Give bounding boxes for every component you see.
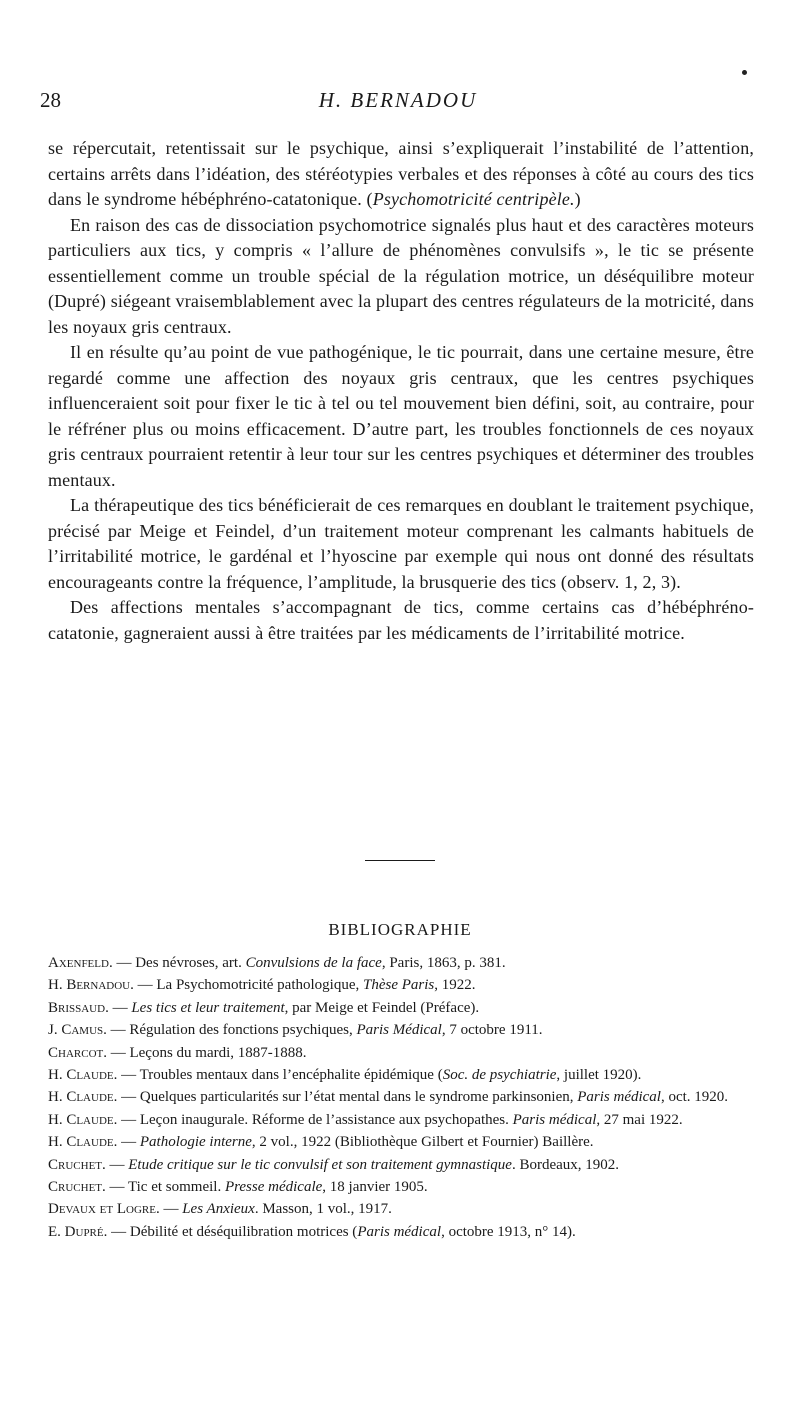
bib-text: , 1922. <box>434 977 476 994</box>
bib-entry <box>48 997 754 1019</box>
bib-text: — <box>117 1134 140 1151</box>
bib-text: , 2 vol., 1922 (Bibliothèque Gilbert et Fournier) Baillère. <box>251 1134 594 1151</box>
bib-author: J. Camus. <box>48 1022 107 1039</box>
bib-entry <box>48 1154 754 1176</box>
bib-text: — Régulation des fonctions psychiques, <box>106 1022 357 1039</box>
bib-entry <box>48 1019 754 1041</box>
bib-text: , 7 octobre 1911. <box>441 1022 543 1039</box>
bib-author: E. Dupré. <box>48 1223 108 1240</box>
bib-entry <box>48 1086 754 1108</box>
body-text <box>48 136 754 646</box>
bib-title: Soc. de psychiatrie <box>442 1067 557 1084</box>
bib-author: H. Claude. <box>48 1067 118 1084</box>
bib-text: , oct. 1920. <box>660 1089 729 1106</box>
bib-text: , Paris, 1863, p. 381. <box>381 955 506 971</box>
bib-text: — <box>159 1201 183 1218</box>
paragraph-1-close: ) <box>574 189 581 209</box>
bib-title: Pathologie interne <box>139 1134 252 1151</box>
ink-speck <box>742 70 747 75</box>
section-rule <box>365 860 435 861</box>
bib-text: — Tic et sommeil. <box>105 1179 225 1196</box>
bib-entry <box>48 974 754 996</box>
bib-text: , octobre 1913, n° 14). <box>441 1223 576 1240</box>
bib-title: Les tics et leur traitement <box>131 999 285 1016</box>
paragraph-2: En raison des cas de dissociation psychomotrice signalés plus haut et des caractères moteurs particuliers aux tics, y compris « l’allure de phénomènes convulsifs », le tic se présente essentiellement comme un trouble spécial de la régulation motrice, un déséquilibre moteur (Dupré) siégeant vraisemblablement avec la plupart des centres régulateurs de la motricité, dans les noyaux gris centraux. <box>48 214 754 337</box>
bib-author: Devaux et Logre. <box>48 1201 160 1218</box>
paragraph-1-italic: Psychomotricité centripèle. <box>372 189 575 209</box>
bib-title: Presse médicale <box>224 1179 323 1196</box>
bib-title: Etude critique sur le tic convulsif et son traitement gymnastique <box>128 1156 512 1173</box>
bib-text: , juillet 1920). <box>556 1067 642 1084</box>
bib-title: Paris médical <box>577 1089 661 1106</box>
bib-entry <box>48 1109 754 1131</box>
bib-author: Cruchet. <box>48 1156 106 1173</box>
bib-text: . Bordeaux, 1902. <box>511 1156 620 1173</box>
bib-text: — La Psychomotricité pathologique, <box>133 977 363 994</box>
paragraph-1 <box>48 136 754 213</box>
bib-author: H. Bernadou. <box>48 977 134 994</box>
bib-title: Paris Médical <box>356 1022 442 1039</box>
bib-author: Axenfeld. <box>48 955 113 971</box>
bib-text: — <box>108 999 132 1016</box>
bib-title: Les Anxieux <box>182 1201 255 1218</box>
bib-text: . Masson, 1 vol., 1917. <box>254 1201 392 1218</box>
bib-author: H. Claude. <box>48 1089 118 1106</box>
bib-author: Charcot. <box>48 1044 107 1061</box>
bibliography-title: BIBLIOGRAPHIE <box>328 920 472 939</box>
paragraph-4: La thérapeutique des tics bénéficierait de ces remarques en doublant le traitement psychique, précisé par Meige et Feindel, d’un traitement moteur comprenant les calmants habituels de l’irritabilité motrice, le gardénal et l’hyoscine par exemple qui nous ont donné des résultats encourageants contre la fréquence, l’amplitude, la brusquerie des tics (observ. 1, 2, 3). <box>48 495 754 592</box>
bib-text: — Des névroses, art. <box>112 955 246 971</box>
bib-text: — Quelques particularités sur l’état mental dans le syndrome parkinsonien, <box>117 1089 578 1106</box>
bib-entry <box>48 952 754 974</box>
bib-author: Brissaud. <box>48 999 109 1016</box>
bib-text: — Débilité et déséquilibration motrices ( <box>107 1223 358 1240</box>
bib-author: H. Claude. <box>48 1111 118 1128</box>
bibliography-list <box>48 952 754 1243</box>
bib-title: Thèse Paris <box>363 977 435 994</box>
bib-author: Cruchet. <box>48 1179 106 1196</box>
bib-entry <box>48 1131 754 1153</box>
paragraph-3: Il en résulte qu’au point de vue pathogénique, le tic pourrait, dans une certaine mesure, être regardé comme une affection des noyaux gris centraux, que les centres psychiques influenceraient soit pour fixer le tic à tel ou tel mouvement bien défini, soit, au contraire, pour le réfréner plus ou moins efficacement. D’autre part, les troubles fonctionnels de ces noyaux gris centraux pourraient retentir à leur tour sur les centres psychiques et déterminer des troubles mentaux. <box>48 342 754 490</box>
bib-entry <box>48 1042 754 1064</box>
bib-entry <box>48 1198 754 1220</box>
bib-text: — Leçon inaugurale. Réforme de l’assistance aux psychopathes. <box>117 1111 513 1128</box>
running-head: H. BERNADOU <box>318 88 478 112</box>
page-header <box>40 88 756 118</box>
bib-text: — Troubles mentaux dans l’encéphalite épidémique ( <box>117 1067 443 1084</box>
paragraph-1-text: se répercutait, retentissait sur le psychique, ainsi s’expliquerait l’instabilité de l’attention, certains arrêts dans l’idéation, des stéréotypies verbales et des réponses à côté au cours des tics dans le syndrome hébéphréno-catatonique. ( <box>48 138 754 209</box>
bib-text: , par Meige et Feindel (Préface). <box>284 999 480 1016</box>
bib-text: , 27 mai 1922. <box>596 1111 683 1128</box>
bib-text: — Leçons du mardi, 1887-1888. <box>106 1044 307 1061</box>
paragraph-5: Des affections mentales s’accompagnant de tics, comme certains cas d’hébéphréno-catatonie, gagneraient aussi à être traitées par les médicaments de l’irritabilité motrice. <box>48 597 754 643</box>
bib-author: H. Claude. <box>48 1134 118 1151</box>
page-number: 28 <box>40 88 61 112</box>
bib-entry <box>48 1176 754 1198</box>
bib-text: — <box>105 1156 129 1173</box>
bib-title: Paris médical <box>512 1111 597 1128</box>
bib-entry <box>48 1064 754 1086</box>
bib-title: Convulsions de la face <box>245 955 382 971</box>
bib-entry <box>48 1221 754 1243</box>
bib-title: Paris médical <box>357 1223 442 1240</box>
bib-text: , 18 janvier 1905. <box>322 1179 428 1196</box>
